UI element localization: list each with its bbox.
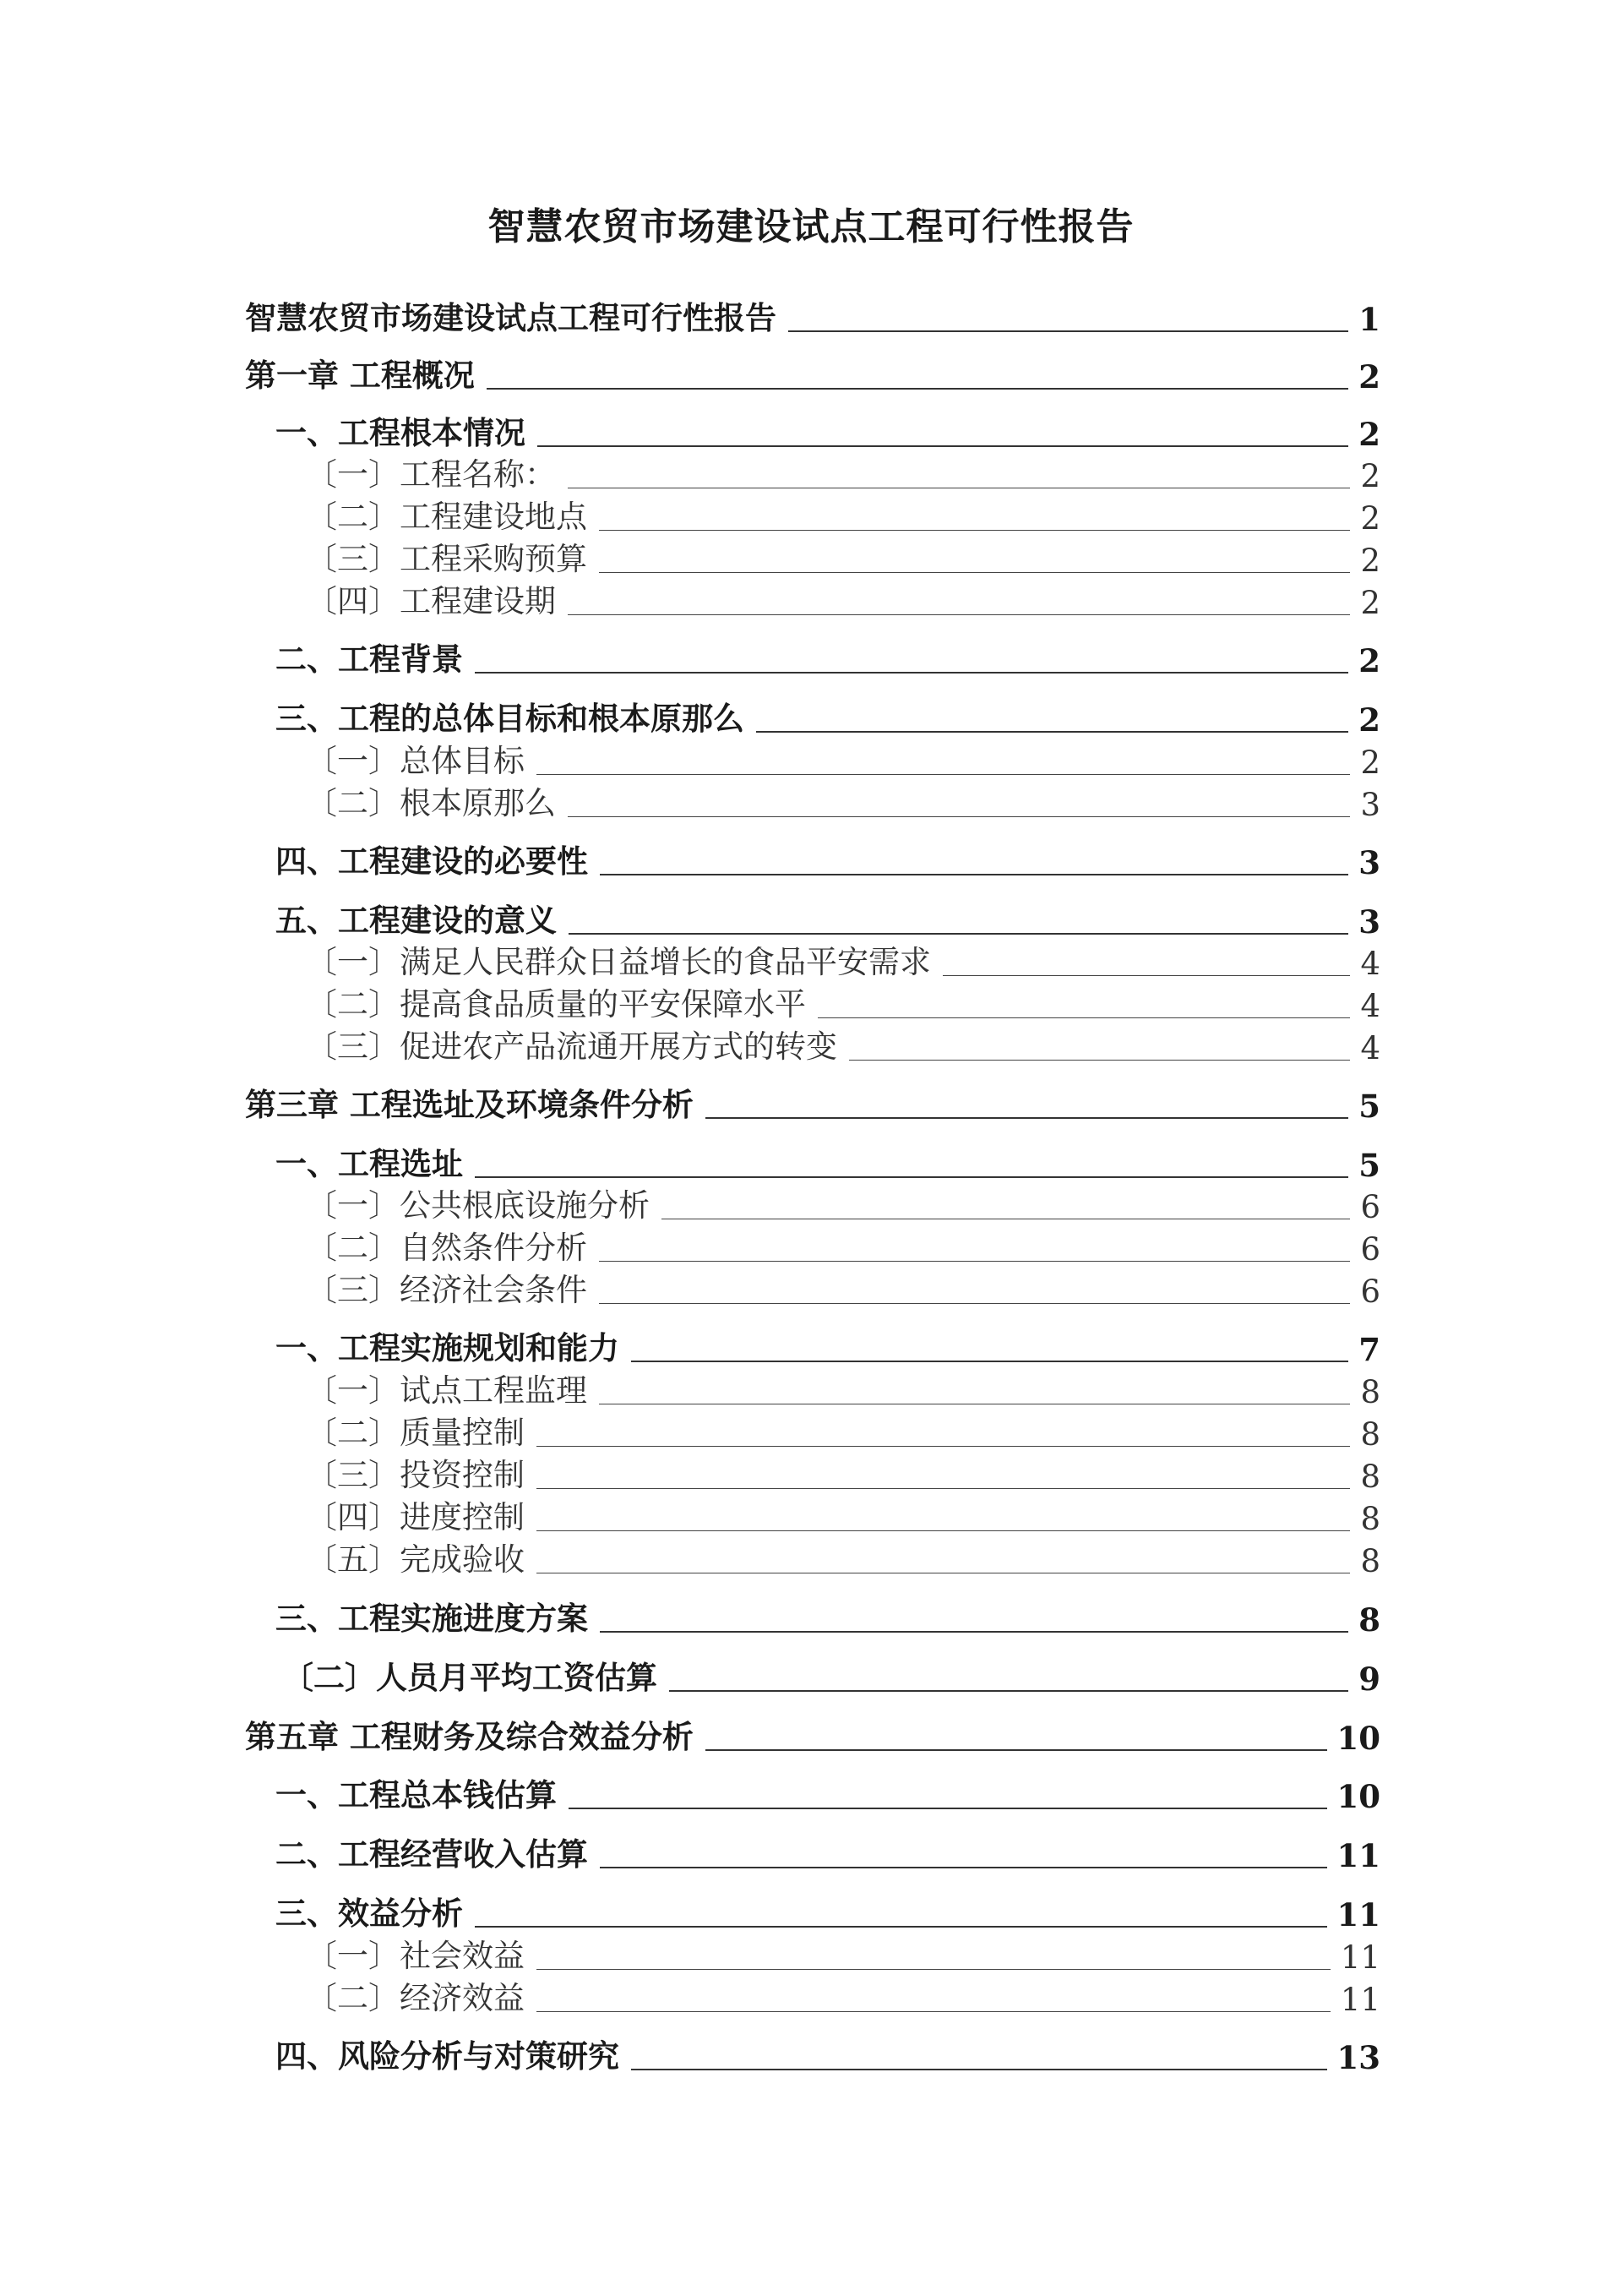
- toc-entry[interactable]: [245, 292, 1380, 338]
- toc-entry-title: 一、工程实施规划和能力: [275, 1329, 619, 1366]
- toc-entry-title: 二、工程背景: [275, 641, 463, 678]
- toc-leader-line: [788, 330, 1348, 332]
- toc-page-number: 8: [1360, 1374, 1380, 1410]
- toc-entry[interactable]: [306, 491, 1380, 537]
- toc-entry[interactable]: [306, 1021, 1380, 1066]
- toc-page-number: 1: [1358, 301, 1380, 338]
- toc-entry[interactable]: [275, 634, 1380, 679]
- toc-entry-title: 五、工程建设的意义: [275, 902, 557, 939]
- toc-entry[interactable]: [306, 1449, 1380, 1495]
- toc-leader-line: [600, 1867, 1327, 1868]
- toc-page-number: 6: [1360, 1273, 1380, 1310]
- toc-entry[interactable]: [275, 693, 1380, 739]
- toc-entry-title: 〔二〕人员月平均工资估算: [282, 1659, 657, 1696]
- toc-leader-line: [599, 572, 1350, 573]
- toc-entry[interactable]: [306, 575, 1380, 621]
- toc-page-number: 3: [1358, 844, 1380, 881]
- toc-entry[interactable]: [275, 2031, 1380, 2076]
- toc-page-number: 4: [1360, 1030, 1380, 1066]
- toc-entry[interactable]: [282, 1652, 1380, 1698]
- toc-page-number: 10: [1336, 1778, 1380, 1815]
- toc-page-number: 8: [1360, 1543, 1380, 1579]
- toc-entry[interactable]: [275, 895, 1380, 941]
- toc-entry[interactable]: [275, 1138, 1380, 1184]
- toc-entry[interactable]: [275, 407, 1380, 453]
- toc-leader-line: [943, 975, 1350, 976]
- toc-leader-line: [487, 388, 1348, 390]
- toc-entry-title: 〔二〕自然条件分析: [306, 1230, 587, 1266]
- toc-entry-title: 二、工程经营收入估算: [275, 1835, 588, 1873]
- toc-entry-title: 四、风险分析与对策研究: [275, 2037, 619, 2075]
- toc-entry-title: 〔二〕工程建设地点: [306, 499, 587, 535]
- toc-page-number: 2: [1360, 458, 1380, 494]
- toc-entry-title: 〔四〕进度控制: [306, 1499, 525, 1535]
- toc-leader-line: [599, 1261, 1350, 1262]
- toc-page-number: 6: [1360, 1189, 1380, 1225]
- toc-leader-line: [600, 1631, 1348, 1633]
- toc-page-number: 7: [1358, 1331, 1380, 1368]
- toc-page-number: 2: [1358, 358, 1380, 395]
- toc-entry[interactable]: [306, 979, 1380, 1024]
- toc-leader-line: [599, 530, 1350, 531]
- toc-page-number: 6: [1360, 1231, 1380, 1268]
- toc-page-number: 2: [1360, 500, 1380, 537]
- toc-page-number: 2: [1360, 744, 1380, 781]
- toc-entry-title: 〔二〕根本原那么: [306, 785, 556, 821]
- toc-leader-line: [705, 1117, 1348, 1119]
- toc-page-number: 8: [1360, 1501, 1380, 1537]
- toc-entry[interactable]: [245, 350, 1380, 395]
- toc-entry[interactable]: [306, 1264, 1380, 1310]
- toc-page-number: 2: [1360, 543, 1380, 579]
- toc-entry-title: 〔一〕工程名称：: [306, 456, 556, 493]
- toc-page-number: 3: [1358, 903, 1380, 941]
- toc-page-number: 2: [1358, 642, 1380, 679]
- toc-page-number: 3: [1360, 787, 1380, 823]
- toc-leader-line: [569, 933, 1348, 935]
- toc-leader-line: [536, 1488, 1350, 1489]
- toc-entry-title: 三、工程实施进度方案: [275, 1600, 588, 1637]
- toc-leader-line: [705, 1749, 1327, 1751]
- page-title: 智慧农贸市场建设试点工程可行性报告: [487, 205, 1135, 248]
- toc-entry-title: 〔三〕经济社会条件: [306, 1272, 587, 1308]
- toc-page-number: 2: [1360, 585, 1380, 621]
- toc-leader-line: [669, 1690, 1348, 1692]
- toc-entry[interactable]: [275, 836, 1380, 881]
- toc-page-number: 11: [1340, 1939, 1380, 1976]
- toc-leader-line: [569, 1808, 1327, 1809]
- toc-page-number: 4: [1360, 988, 1380, 1024]
- toc-entry-title: 三、工程的总体目标和根本原那么: [275, 700, 744, 737]
- toc-entry[interactable]: [306, 1534, 1380, 1579]
- toc-entry[interactable]: [306, 533, 1380, 579]
- toc-page-number: 8: [1360, 1459, 1380, 1495]
- toc-entry-title: 一、工程根本情况: [275, 414, 525, 451]
- toc-entry[interactable]: [275, 1593, 1380, 1639]
- toc-entry-title: 一、工程选址: [275, 1145, 463, 1182]
- toc-entry-title: 一、工程总本钱估算: [275, 1776, 557, 1813]
- toc-leader-line: [631, 2069, 1327, 2070]
- toc-leader-line: [818, 1017, 1350, 1018]
- toc-page-number: 13: [1336, 2039, 1380, 2076]
- toc-page-number: 10: [1336, 1720, 1380, 1757]
- toc-leader-line: [475, 672, 1348, 674]
- toc-leader-line: [568, 816, 1350, 817]
- toc-entry[interactable]: [306, 1180, 1380, 1225]
- toc-entry-title: 第五章 工程财务及综合效益分析: [245, 1718, 694, 1755]
- toc-page-number: 11: [1340, 1982, 1380, 2018]
- toc-page-number: 2: [1358, 701, 1380, 739]
- toc-entry-title: 〔二〕提高食品质量的平安保障水平: [306, 986, 806, 1023]
- toc-entry[interactable]: [306, 777, 1380, 823]
- toc-leader-line: [536, 2011, 1331, 2012]
- toc-page-number: 9: [1358, 1661, 1380, 1698]
- toc-entry-title: 四、工程建设的必要性: [275, 843, 588, 880]
- toc-leader-line: [631, 1361, 1348, 1362]
- toc-entry-title: 三、效益分析: [275, 1895, 463, 1932]
- toc-entry[interactable]: [306, 936, 1380, 982]
- toc-page-number: 8: [1358, 1601, 1380, 1639]
- toc-entry-title: 〔一〕社会效益: [306, 1938, 525, 1974]
- toc-entry[interactable]: [275, 1323, 1380, 1368]
- toc-page-number: 4: [1360, 946, 1380, 982]
- toc-page-number: 5: [1358, 1088, 1380, 1125]
- toc-entry-title: 〔三〕工程采购预算: [306, 541, 587, 577]
- toc-page-number: 8: [1360, 1416, 1380, 1453]
- toc-entry[interactable]: [306, 449, 1380, 494]
- toc-leader-line: [475, 1926, 1327, 1928]
- toc-entry-title: 第三章 工程选址及环境条件分析: [245, 1086, 694, 1123]
- toc-entry-title: 〔一〕公共根底设施分析: [306, 1187, 650, 1224]
- toc-entry[interactable]: [275, 1829, 1380, 1874]
- toc-page-number: 2: [1358, 416, 1380, 453]
- toc-leader-line: [536, 1446, 1350, 1447]
- toc-leader-line: [536, 774, 1350, 775]
- toc-entry-title: 智慧农贸市场建设试点工程可行性报告: [245, 299, 776, 336]
- toc-entry[interactable]: [275, 1770, 1380, 1815]
- toc-leader-line: [756, 731, 1348, 733]
- toc-leader-line: [536, 1530, 1350, 1531]
- toc-entry-title: 〔二〕经济效益: [306, 1980, 525, 2016]
- toc-leader-line: [849, 1060, 1350, 1061]
- toc-entry-title: 〔一〕满足人民群众日益增长的食品平安需求: [306, 944, 931, 980]
- toc-leader-line: [599, 1303, 1350, 1304]
- toc-entry[interactable]: [245, 1079, 1380, 1125]
- toc-page-number: 11: [1336, 1896, 1380, 1933]
- toc-entry[interactable]: [306, 735, 1380, 781]
- toc-leader-line: [568, 614, 1350, 615]
- toc-page-number: 11: [1336, 1837, 1380, 1874]
- toc-entry[interactable]: [306, 1930, 1380, 1976]
- toc-leader-line: [600, 874, 1348, 875]
- toc-entry-title: 〔一〕试点工程监理: [306, 1372, 587, 1409]
- toc-entry-title: 〔一〕总体目标: [306, 743, 525, 779]
- toc-entry[interactable]: [306, 1222, 1380, 1268]
- toc-entry[interactable]: [306, 1407, 1380, 1453]
- toc-entry-title: 〔二〕质量控制: [306, 1415, 525, 1451]
- toc-entry-title: 〔三〕促进农产品流通开展方式的转变: [306, 1028, 837, 1065]
- toc-leader-line: [536, 1969, 1331, 1970]
- toc-entry[interactable]: [245, 1711, 1380, 1757]
- toc-entry[interactable]: [275, 1888, 1380, 1933]
- toc-entry[interactable]: [306, 1365, 1380, 1410]
- toc-leader-line: [475, 1176, 1348, 1178]
- toc-page-number: 5: [1358, 1147, 1380, 1184]
- toc-entry-title: 第一章 工程概况: [245, 357, 475, 394]
- toc-entry-title: 〔四〕工程建设期: [306, 583, 556, 619]
- toc-entry[interactable]: [306, 1492, 1380, 1537]
- toc-entry-title: 〔三〕投资控制: [306, 1457, 525, 1493]
- toc-entry[interactable]: [306, 1972, 1380, 2018]
- toc-entry-title: 〔五〕完成验收: [306, 1541, 525, 1578]
- toc-leader-line: [537, 445, 1348, 447]
